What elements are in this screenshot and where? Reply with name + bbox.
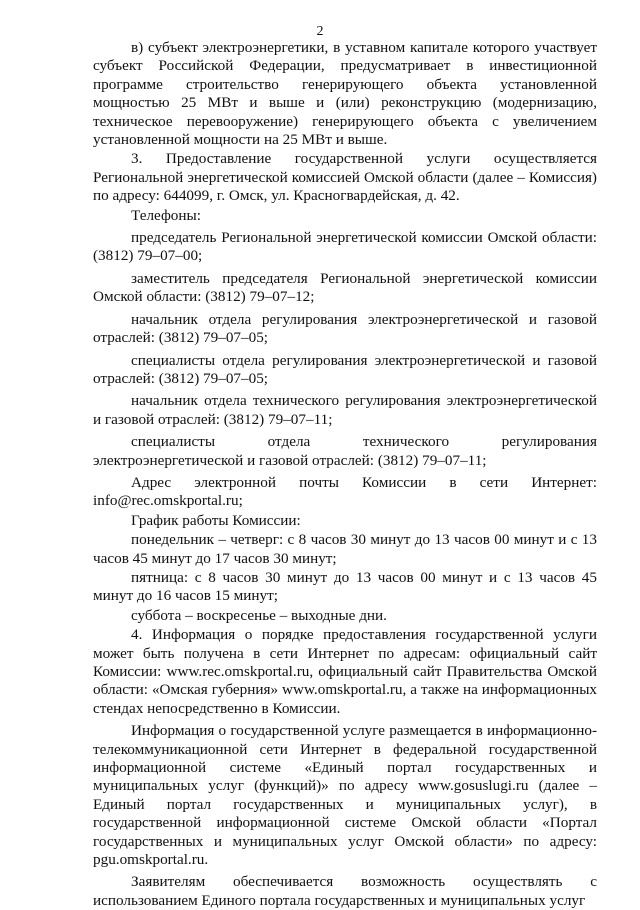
phone-deputy-chairman: заместитель председателя Региональной энергетической комиссии Омской области: (3812) 79–07–12;	[93, 269, 597, 306]
paragraph-subject-investment: в) субъект электроэнергетики, в уставном капитале которого участвует субъект Российской Федерации, предусматривает в инвестиционной программе строительство генерирующего объекта установленной мощностью 25 МВт и выше и (или) реконструкцию (модернизацию, техническое перевооружение) генерирующего объекта с увеличением установленной мощности на 25 МВт и выше.	[93, 39, 597, 149]
paragraph-email: Адрес электронной почты Комиссии в сети Интернет: info@rec.omskportal.ru;	[93, 473, 597, 510]
paragraph-service-provider: 3. Предоставление государственной услуги осуществляется Региональной энергетической комиссией Омской области (далее – Комиссия) по адресу: 644099, г. Омск, ул. Красногвардейская, д. 42.	[93, 150, 597, 205]
paragraph-info-internet: 4. Информация о порядке предоставления государственной услуги может быть получена в сети Интернет по адресам: официальный сайт Комиссии: www.rec.omskportal.ru, официальный сайт Правительства Омской области: «Омская губерния» www.omskportal.ru, а также на информационных стендах непосредственно в Комиссии.	[93, 626, 597, 717]
paragraph-phones-heading: Телефоны:	[131, 206, 201, 224]
phone-department-head-regulation: начальник отдела регулирования электроэнергетической и газовой отраслей: (3812) 79–07–05;	[93, 310, 597, 347]
schedule-weekend: суббота – воскресенье – выходные дни.	[131, 606, 387, 624]
document-body	[93, 39, 597, 910]
paragraph-applicants: Заявителям обеспечивается возможность осуществлять с использованием Единого портала государственных и муниципальных услуг	[93, 873, 597, 909]
phone-chairman: председатель Региональной энергетической комиссии Омской области: (3812) 79–07–00;	[93, 229, 597, 265]
schedule-friday: пятница: с 8 часов 30 минут до 13 часов 00 минут и с 13 часов 45 минут до 16 часов 15 минут;	[93, 568, 597, 605]
phone-department-head-technical: начальник отдела технического регулирования электроэнергетической и газовой отраслей: (3812) 79–07–11;	[93, 392, 597, 428]
schedule-mon-thu: понедельник – четверг: с 8 часов 30 минут до 13 часов 00 минут и с 13 часов 45 минут до 17 часов 30 минут;	[93, 531, 597, 567]
phone-specialists-regulation: специалисты отдела регулирования электроэнергетической и газовой отраслей: (3812) 79–07–05;	[93, 351, 597, 387]
phone-specialists-technical: специалисты отдела технического регулирования электроэнергетической и газовой отраслей: (3812) 79–07–11;	[93, 433, 597, 469]
page-number: 2	[316, 24, 324, 39]
paragraph-schedule-heading: График работы Комиссии:	[131, 511, 301, 529]
paragraph-info-portal: Информация о государственной услуге размещается в информационно-телекоммуникационной сети Интернет в федеральной государственной информационной системе «Единый портал государственных и муниципальных услуг (функций)» по адресу www.gosuslugi.ru (далее – Единый портал государственных и муниципальных услуг), в государственной информационной системе Омской области «Портал государственных и муниципальных услуг Омской области» по адресу: pgu.omskportal.ru.	[93, 722, 597, 869]
